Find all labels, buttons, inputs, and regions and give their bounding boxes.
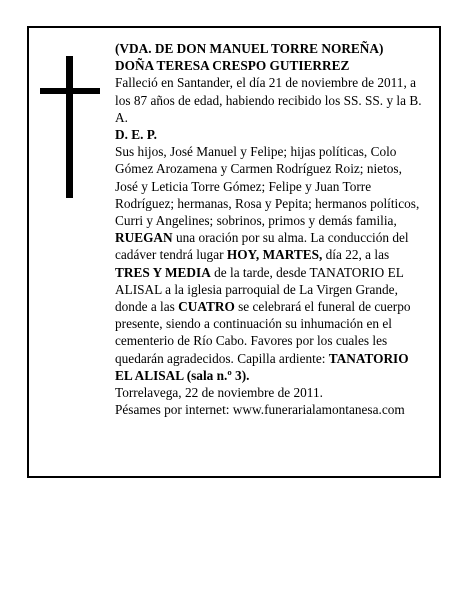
cross-horizontal-bar [40,88,100,94]
funeral-request: RUEGAN una oración por su alma. La conducción del cadáver tendrá lugar HOY, MARTES, día 22, a las TRES Y MEDIA de la tarde, desde TANATORIO EL ALISAL a la iglesia parroquial de La Virgen Grande, donde a las CUATRO se celebrará el funeral de cuerpo presente, siendo a continuación su inhumación en el cementerio de Río Cabo. Favores por los cuales les quedarán agradecidos. Capilla ardiente: TANATORIO EL ALISAL (sala n.º 3). [115,230,411,383]
cuatro-text: CUATRO [178,299,235,315]
family-list: Sus hijos, José Manuel y Felipe; hijas políticas, Colo Gómez Arozamena y Carmen Rodríguez Roiz; nietos, José y Leticia Torre Gómez; Felipe y Juan Torre Rodríguez; hermanas, Rosa y Pepita; hermanos políticos, Curri y Angelines; sobrinos, primos y demás familia, [115,144,420,229]
place-date: Torrelavega, 22 de noviembre de 2011. [115,385,323,401]
dep-line: D. E. P. [115,127,157,143]
obituary-text [115,40,423,418]
tanatorio-text: TANATORIO EL ALISAL (sala n.º 3). [115,350,409,383]
cross-vertical-bar [66,56,73,198]
ruegan-text: RUEGAN [115,230,173,246]
hoy-martes-text: HOY, MARTES, [226,247,323,263]
deceased-name: DOÑA TERESA CRESPO GUTIERREZ [115,58,350,74]
condolences-line: Pésames por internet: www.funerarialamontanesa.com [115,402,405,418]
obituary-notice [27,26,441,478]
header-line: (VDA. DE DON MANUEL TORRE NOREÑA) [115,41,384,56]
tres-y-media-text: TRES Y MEDIA [115,264,211,280]
death-statement: Falleció en Santander, el día 21 de noviembre de 2011, a los 87 años de edad, habiendo recibido los SS. SS. y la B. A. [115,75,422,125]
cross-icon [40,56,100,198]
